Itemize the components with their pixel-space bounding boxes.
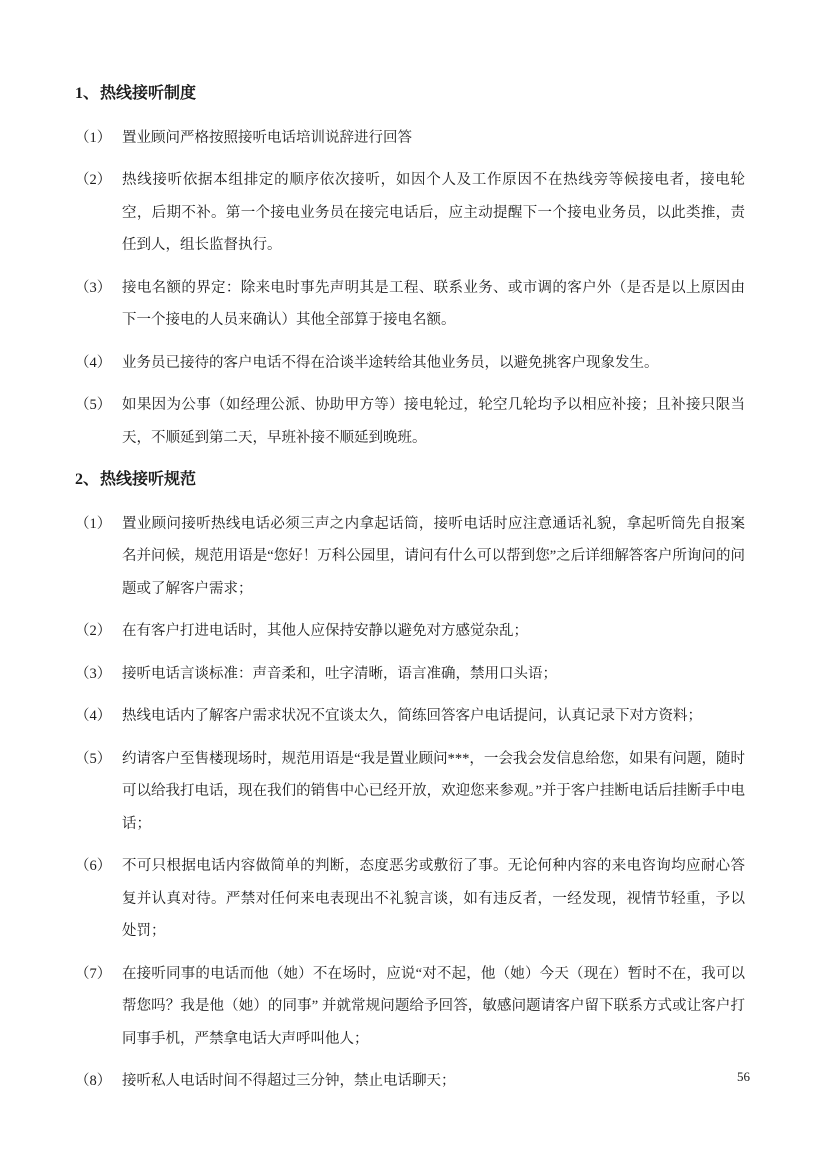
item-text: 约请客户至售楼现场时，规范用语是“我是置业顾问***，一会我会发信息给您，如果有问题，随时可以给我打电话，现在我们的销售中心已经开放，欢迎您来参观。”并于客户挂断电话后挂断手中电话； [122, 750, 745, 832]
item-label: （8） [75, 1073, 112, 1089]
item-text: 不可只根据电话内容做简单的判断，态度恶劣或敷衍了事。无论何种内容的来电咨询均应耐心答复并认真对待。严禁对任何来电表现出不礼貌言谈，如有违反者，一经发现，视情节轻重，予以处罚； [122, 858, 745, 939]
page-number: 56 [737, 1069, 750, 1084]
section-heading-text: 热线接听制度 [100, 85, 197, 102]
item-text: 接电名额的界定：除来电时事先声明其是工程、联系业务、或市调的客户外（是否是以上原因由下一个接电的人员来确认）其他全部算于接电名额。 [122, 279, 745, 328]
item-label: （5） [75, 750, 112, 767]
item-label: （1） [75, 515, 112, 532]
list-item [75, 700, 745, 733]
list-item [75, 1065, 745, 1098]
list-item [75, 743, 745, 841]
list-item [75, 164, 745, 262]
list-item [75, 347, 745, 380]
section-heading-number: 1、 [75, 85, 100, 102]
item-label: （5） [75, 397, 112, 413]
item-label: （2） [75, 623, 112, 639]
item-label: （1） [75, 129, 112, 146]
item-text: 如果因为公事（如经理公派、协助甲方等）接电轮过，轮空几轮均予以相应补接；且补接只限当天，不顺延到第二天，早班补接不顺延到晚班。 [122, 397, 745, 446]
list-item [75, 122, 745, 155]
section-heading-text: 热线接听规范 [100, 471, 197, 488]
item-text: 置业顾问接听热线电话必须三声之内拿起话筒，接听电话时应注意通话礼貌，拿起听筒先自报案名并问候，规范用语是“您好！万科公园里，请问有什么可以帮到您”之后详细解答客户所询问的问题或了解客户需求； [122, 515, 745, 597]
item-label: （7） [75, 965, 112, 982]
list-item [75, 850, 745, 948]
section-heading-number: 2、 [75, 471, 100, 488]
item-text: 在有客户打进电话时，其他人应保持安静以避免对方感觉杂乱； [122, 623, 528, 639]
item-text: 接听私人电话时间不得超过三分钟，禁止电话聊天； [122, 1073, 456, 1089]
item-label: （6） [75, 858, 112, 874]
list-item [75, 615, 745, 648]
item-label: （3） [75, 665, 112, 682]
section-heading [75, 78, 745, 111]
item-label: （4） [75, 708, 112, 724]
list-item [75, 272, 745, 337]
item-text: 在接听同事的电话而他（她）不在场时，应说“对不起，他（她）今天（现在）暂时不在，我可以帮您吗？我是他（她）的同事” 并就常规问题给予回答，敏感问题请客户留下联系方式或让客户打同事手机，严禁拿电话大声呼叫他人； [122, 965, 745, 1047]
section-hotline-answering-system [75, 78, 745, 454]
item-text: 业务员已接待的客户电话不得在洽谈半途转给其他业务员，以避免挑客户现象发生。 [122, 354, 659, 371]
item-label: （4） [75, 354, 112, 371]
item-text: 接听电话言谈标准：声音柔和，吐字清晰，语言准确，禁用口头语； [122, 665, 557, 682]
section-hotline-answering-standards [75, 464, 745, 1098]
item-label: （3） [75, 279, 112, 296]
list-item [75, 958, 745, 1056]
list-item [75, 389, 745, 454]
item-text: 热线电话内了解客户需求状况不宜谈太久，简练回答客户电话提问，认真记录下对方资料； [122, 708, 702, 724]
section-heading [75, 464, 745, 497]
item-label: （2） [75, 172, 112, 188]
document-content [75, 78, 745, 1108]
item-text: 热线接听依据本组排定的顺序依次接听，如因个人及工作原因不在热线旁等候接电者，接电轮空，后期不补。第一个接电业务员在接完电话后，应主动提醒下一个接电业务员，以此类推，责任到人，组长监督执行。 [122, 172, 745, 253]
item-text: 置业顾问严格按照接听电话培训说辞进行回答 [122, 129, 412, 146]
list-item [75, 658, 745, 691]
list-item [75, 508, 745, 606]
